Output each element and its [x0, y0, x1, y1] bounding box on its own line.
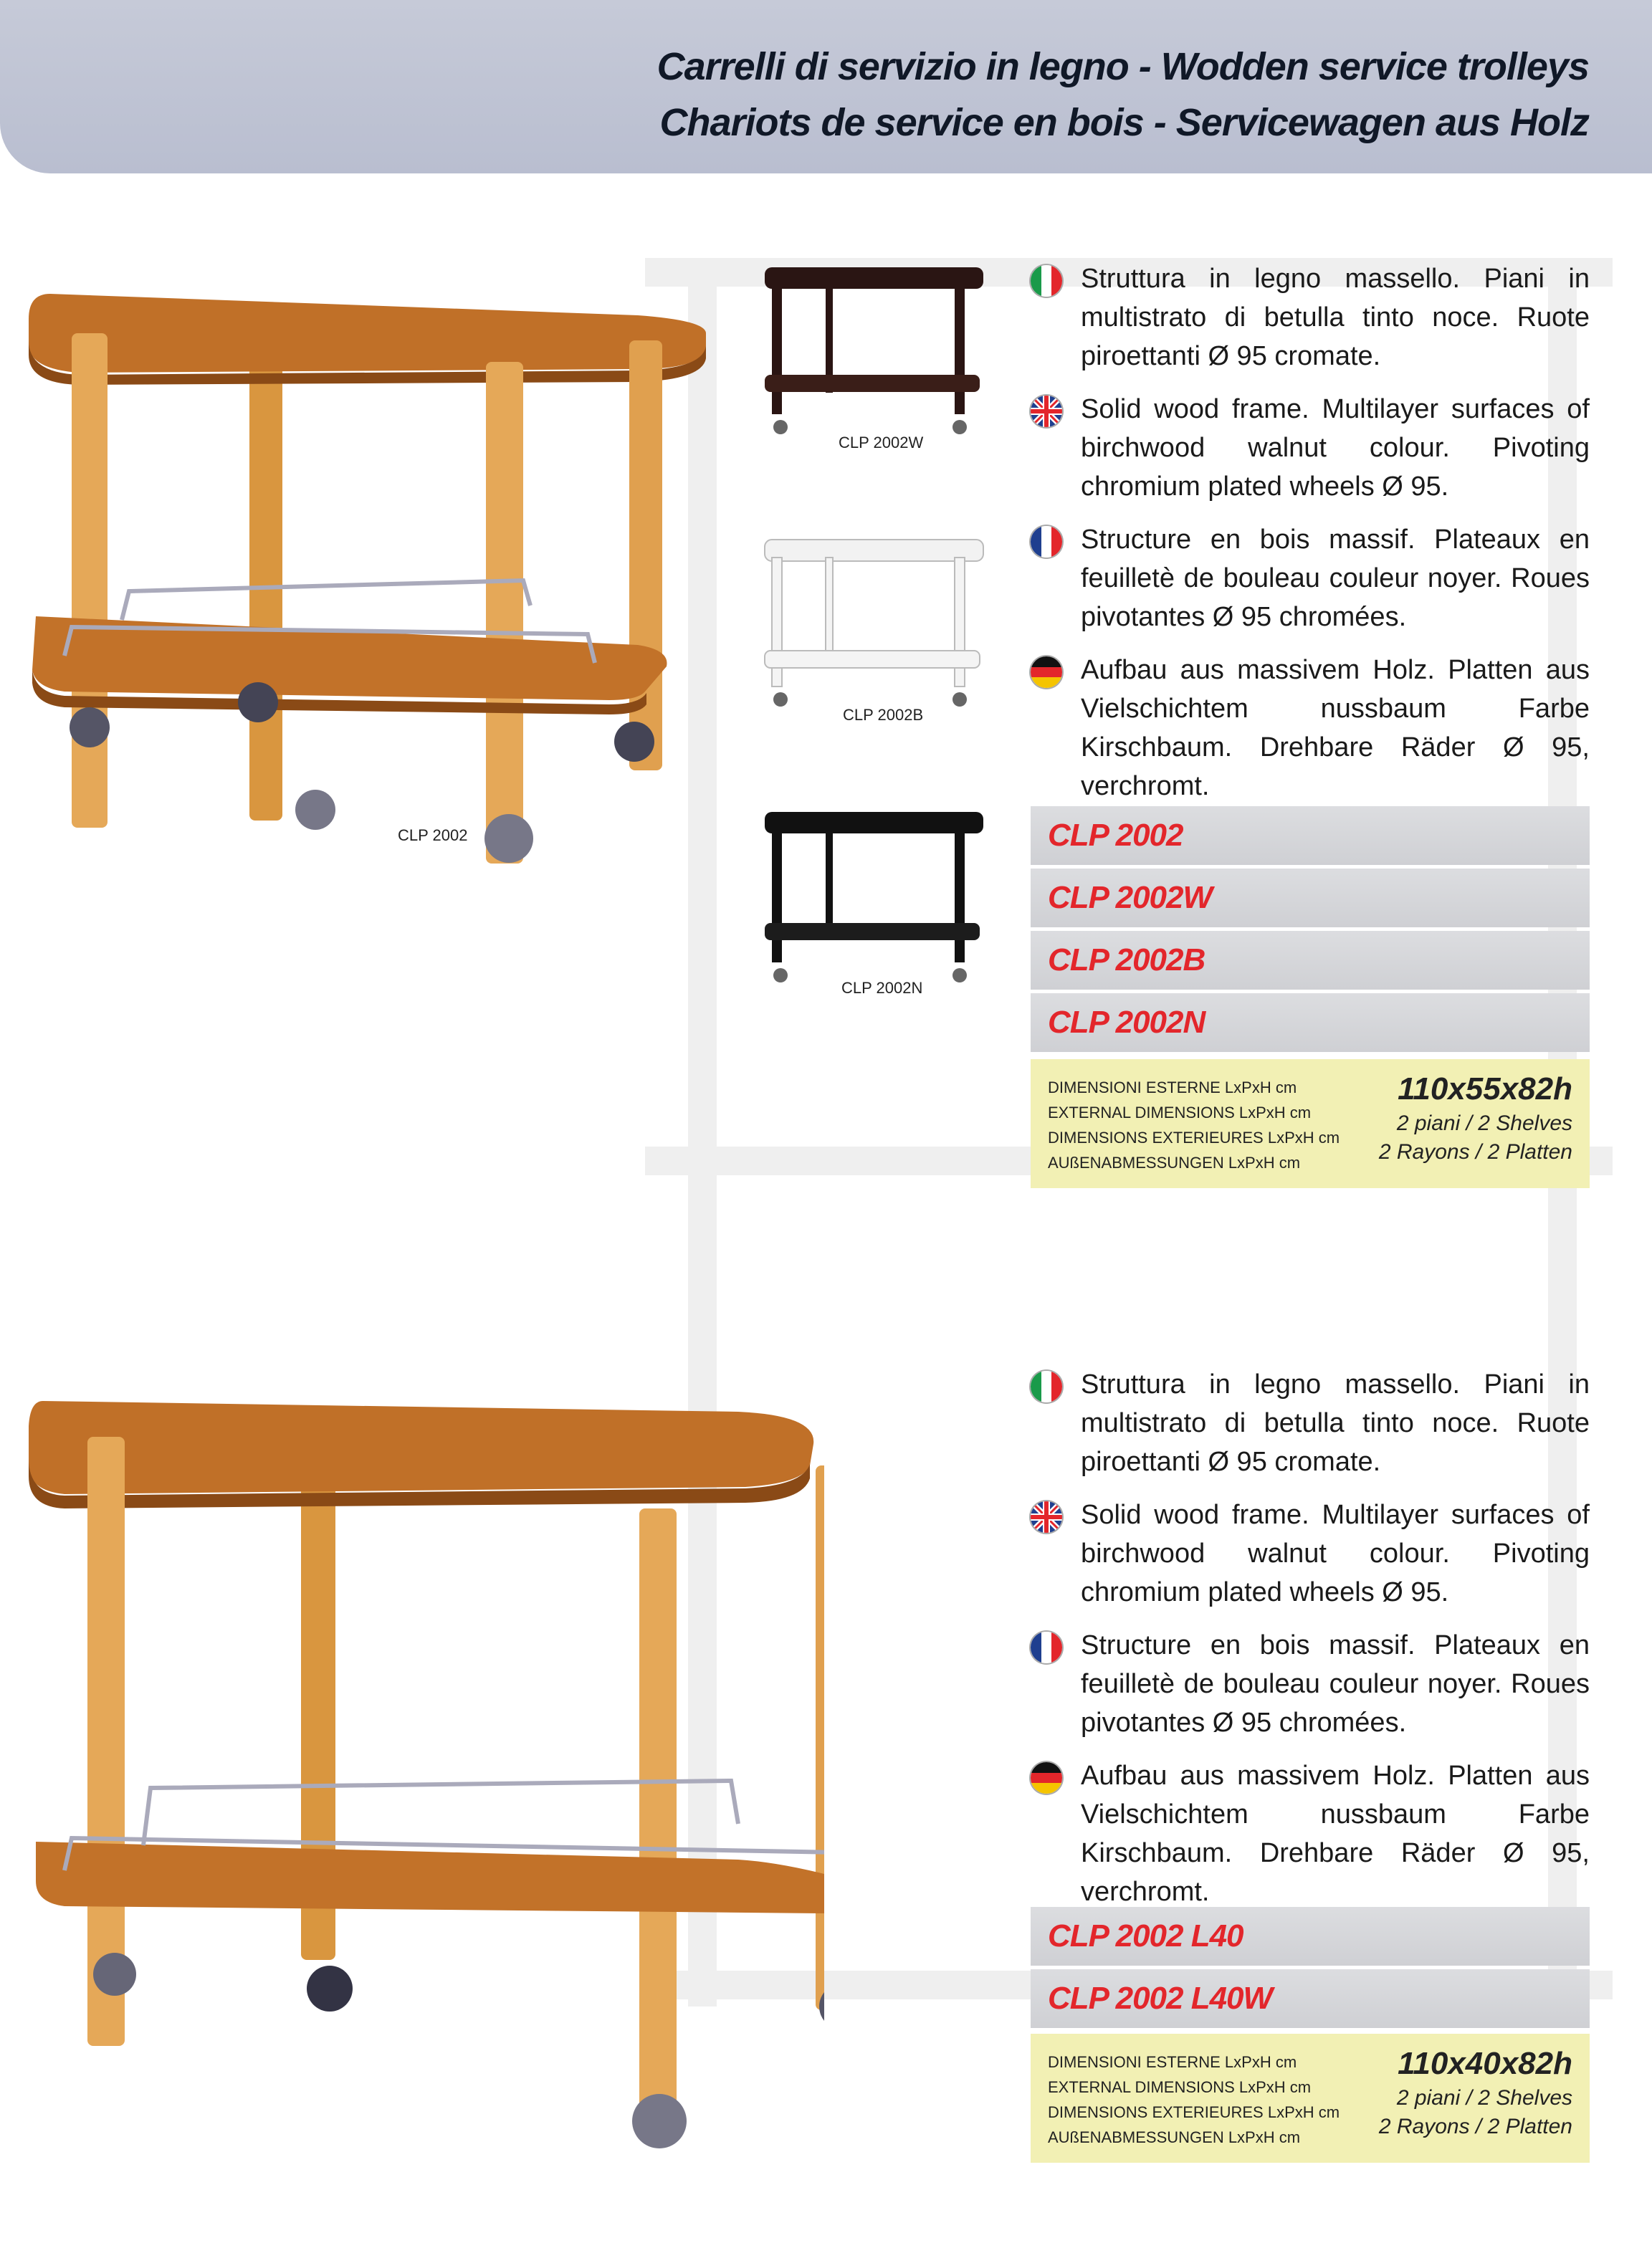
- description-de: [1031, 651, 1590, 805]
- description-en: [1031, 1496, 1590, 1612]
- thumb-image-clp-2002n: [754, 801, 998, 987]
- dimension-values: [1379, 1069, 1572, 1167]
- dimension-size: 110x40x82h: [1398, 2046, 1572, 2081]
- description-text-it: Struttura in legno massello. Piani in multistrato di betulla tinto noce. Ruote piroettanti Ø 95 cromate.: [1081, 264, 1590, 371]
- description-de: [1031, 1756, 1590, 1911]
- flag-uk-icon: [1031, 396, 1062, 427]
- flag-uk-icon: [1031, 1501, 1062, 1533]
- thumb-caption-2: CLP 2002N: [841, 979, 923, 997]
- trolley-image-clp-2002: [22, 254, 717, 871]
- dimensions-box-2: [1031, 2034, 1590, 2163]
- dimension-labels: [1048, 2050, 1340, 2150]
- flag-italy-icon: [1031, 265, 1062, 297]
- thumb-caption-0: CLP 2002W: [839, 434, 924, 451]
- dimension-size: 110x55x82h: [1398, 1071, 1572, 1106]
- description-text-en: Solid wood frame. Multilayer surfaces of birchwood walnut colour. Pivoting chromium plated wheels Ø 95.: [1081, 1500, 1590, 1607]
- flag-germany-icon: [1031, 656, 1062, 688]
- description-fr: [1031, 1626, 1590, 1742]
- header-title-line1: Carrelli di servizio in legno - Wodden service trolleys: [656, 45, 1589, 88]
- description-text-de: Aufbau aus massivem Holz. Platten aus Vielschichtem nussbaum Farbe Kirschbaum. Drehbare Räder Ø 95, verchromt.: [1081, 655, 1590, 801]
- flag-germany-icon: [1031, 1762, 1062, 1794]
- code-label: CLP 2002B: [1048, 942, 1205, 977]
- dimensions-box-1: [1031, 1059, 1590, 1188]
- dimension-labels: [1048, 1075, 1340, 1175]
- code-label: CLP 2002: [1048, 818, 1183, 853]
- description-fr: [1031, 520, 1590, 636]
- flag-france-icon: [1031, 1632, 1062, 1663]
- dimension-shelves-1: 2 piani / 2 Shelves: [1396, 2086, 1572, 2110]
- code-bar-clp-2002w: [1031, 869, 1590, 927]
- dimension-label-fr: DIMENSIONS EXTERIEURES LxPxH cm: [1048, 1129, 1340, 1147]
- dimension-label-en: EXTERNAL DIMENSIONS LxPxH cm: [1048, 2078, 1312, 2096]
- description-en: [1031, 390, 1590, 506]
- thumb-caption-1: CLP 2002B: [843, 706, 924, 724]
- code-label: CLP 2002 L40: [1048, 1918, 1243, 1953]
- code-bar-clp-2002-l40: [1031, 1907, 1590, 1966]
- code-bar-clp-2002: [1031, 806, 1590, 865]
- header-title-line2: Chariots de service en bois - Servicewagen aus Holz: [659, 101, 1589, 144]
- description-text-de: Aufbau aus massivem Holz. Platten aus Vielschichtem nussbaum Farbe Kirschbaum. Drehbare Räder Ø 95, verchromt.: [1081, 1761, 1590, 1907]
- description-it: [1031, 1365, 1590, 1481]
- dimension-values: [1379, 2044, 1572, 2141]
- code-label: CLP 2002N: [1048, 1005, 1205, 1040]
- description-text-it: Struttura in legno massello. Piani in multistrato di betulla tinto noce. Ruote piroettanti Ø 95 cromate.: [1081, 1369, 1590, 1477]
- description-block-1: [1031, 259, 1590, 820]
- code-label: CLP 2002W: [1048, 880, 1213, 915]
- dimension-label-it: DIMENSIONI ESTERNE LxPxH cm: [1048, 1079, 1297, 1096]
- trolley-image-clp-2002-l40: [22, 1358, 824, 2153]
- dimension-label-en: EXTERNAL DIMENSIONS LxPxH cm: [1048, 1104, 1312, 1122]
- dimension-shelves-2: 2 Rayons / 2 Platten: [1378, 1140, 1572, 1164]
- description-text-en: Solid wood frame. Multilayer surfaces of birchwood walnut colour. Pivoting chromium plated wheels Ø 95.: [1081, 394, 1590, 502]
- description-text-fr: Structure en bois massif. Plateaux en feuilletè de bouleau couleur noyer. Roues pivotantes Ø 95 chromées.: [1081, 525, 1590, 632]
- flag-france-icon: [1031, 526, 1062, 558]
- code-label: CLP 2002 L40W: [1048, 1981, 1273, 2016]
- code-bar-clp-2002-l40w: [1031, 1969, 1590, 2028]
- dimension-label-de: AUßENABMESSUNGEN LxPxH cm: [1048, 1154, 1301, 1172]
- thumb-image-clp-2002w: [754, 257, 998, 439]
- flag-italy-icon: [1031, 1371, 1062, 1402]
- thumb-image-clp-2002b: [754, 529, 998, 712]
- dimension-label-de: AUßENABMESSUNGEN LxPxH cm: [1048, 2128, 1301, 2146]
- caption-clp-2002: CLP 2002: [398, 826, 468, 844]
- description-it: [1031, 259, 1590, 376]
- description-block-2: [1031, 1365, 1590, 1926]
- description-text-fr: Structure en bois massif. Plateaux en feuilletè de bouleau couleur noyer. Roues pivotantes Ø 95 chromées.: [1081, 1630, 1590, 1738]
- dimension-label-it: DIMENSIONI ESTERNE LxPxH cm: [1048, 2053, 1297, 2071]
- dimension-shelves-2: 2 Rayons / 2 Platten: [1378, 2115, 1572, 2138]
- code-bar-clp-2002n: [1031, 993, 1590, 1052]
- code-bar-clp-2002b: [1031, 931, 1590, 990]
- dimension-label-fr: DIMENSIONS EXTERIEURES LxPxH cm: [1048, 2103, 1340, 2121]
- header-band: [0, 0, 1652, 173]
- dimension-shelves-1: 2 piani / 2 Shelves: [1396, 1111, 1572, 1135]
